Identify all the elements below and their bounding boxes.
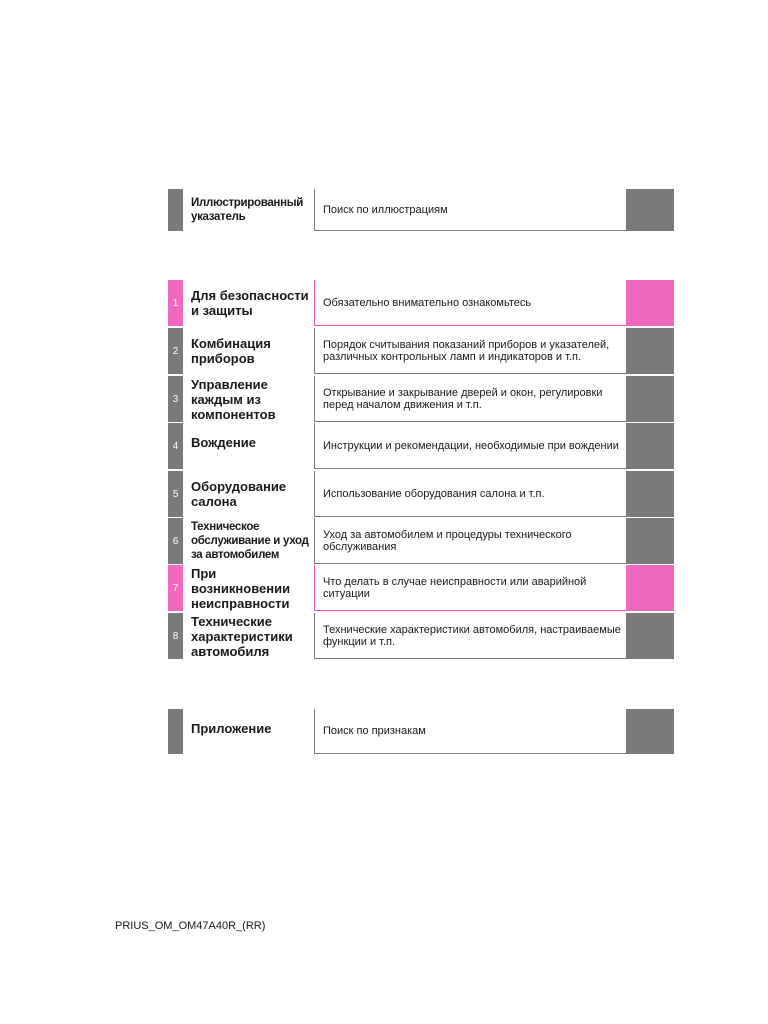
thumb-index-tab[interactable]	[626, 280, 674, 326]
thumb-index-tab[interactable]	[626, 423, 674, 469]
chapter-description: Обязательно внимательно ознакомьтесь	[314, 280, 626, 326]
appendix-row[interactable]	[168, 709, 674, 754]
chapter-row-2[interactable]	[168, 328, 674, 374]
section-tab	[168, 709, 183, 754]
chapter-title: Оборудование салона	[191, 479, 287, 509]
chapter-title: Для безопасности и защиты	[191, 288, 309, 318]
chapter-description: Что делать в случае неисправности или аварийной ситуации	[314, 565, 626, 611]
chapter-number: 5	[168, 471, 183, 517]
section-description: Поиск по признакам	[314, 709, 626, 754]
chapter-number: 8	[168, 613, 183, 659]
chapter-title: Технические характеристики автомобиля	[191, 613, 293, 659]
chapter-number: 1	[168, 280, 183, 326]
chapter-row-6[interactable]	[168, 518, 674, 564]
thumb-index-tab[interactable]	[626, 471, 674, 517]
chapter-title: Техническое обслуживание и уход за автомобилем	[191, 521, 309, 561]
chapter-description: Порядок считывания показаний приборов и указателей, различных контрольных ламп и индикаторов и т.п.	[314, 328, 626, 374]
thumb-index-tab[interactable]	[626, 613, 674, 659]
chapter-row-8[interactable]	[168, 613, 674, 659]
chapter-description: Уход за автомобилем и процедуры технического обслуживания	[314, 518, 626, 564]
chapter-row-1[interactable]	[168, 280, 674, 326]
chapter-description: Открывание и закрывание дверей и окон, регулировки перед началом движения и т.п.	[314, 376, 626, 422]
thumb-index-tab[interactable]	[626, 565, 674, 611]
chapter-number: 2	[168, 328, 183, 374]
thumb-index-tab[interactable]	[626, 189, 674, 231]
section-title: Приложение	[191, 721, 272, 736]
document-code: PRIUS_OM_OM47A40R_(RR)	[115, 920, 266, 932]
chapter-title: Вождение	[191, 435, 256, 450]
chapter-row-7[interactable]	[168, 565, 674, 611]
section-description: Поиск по иллюстрациям	[314, 189, 626, 231]
chapter-row-3[interactable]	[168, 376, 674, 422]
chapter-number: 6	[168, 518, 183, 564]
chapter-title: При возникновении неисправности	[191, 565, 291, 611]
chapter-description: Инструкции и рекомендации, необходимые при вождении	[314, 423, 626, 469]
chapter-description: Использование оборудования салона и т.п.	[314, 471, 626, 517]
chapter-description: Технические характеристики автомобиля, настраиваемые функции и т.п.	[314, 613, 626, 659]
section-tab	[168, 189, 183, 231]
thumb-index-tab[interactable]	[626, 709, 674, 754]
thumb-index-tab[interactable]	[626, 518, 674, 564]
chapter-number: 7	[168, 565, 183, 611]
chapter-title: Комбинация приборов	[191, 336, 271, 366]
chapter-row-5[interactable]	[168, 471, 674, 517]
chapter-row-4[interactable]	[168, 423, 674, 469]
illustrated-index-row[interactable]	[168, 189, 674, 231]
chapter-number: 3	[168, 376, 183, 422]
chapter-number: 4	[168, 423, 183, 469]
chapter-title: Управление каждым из компонентов	[191, 376, 276, 422]
thumb-index-tab[interactable]	[626, 328, 674, 374]
section-title: Иллюстрированный указатель	[191, 197, 304, 223]
thumb-index-tab[interactable]	[626, 376, 674, 422]
